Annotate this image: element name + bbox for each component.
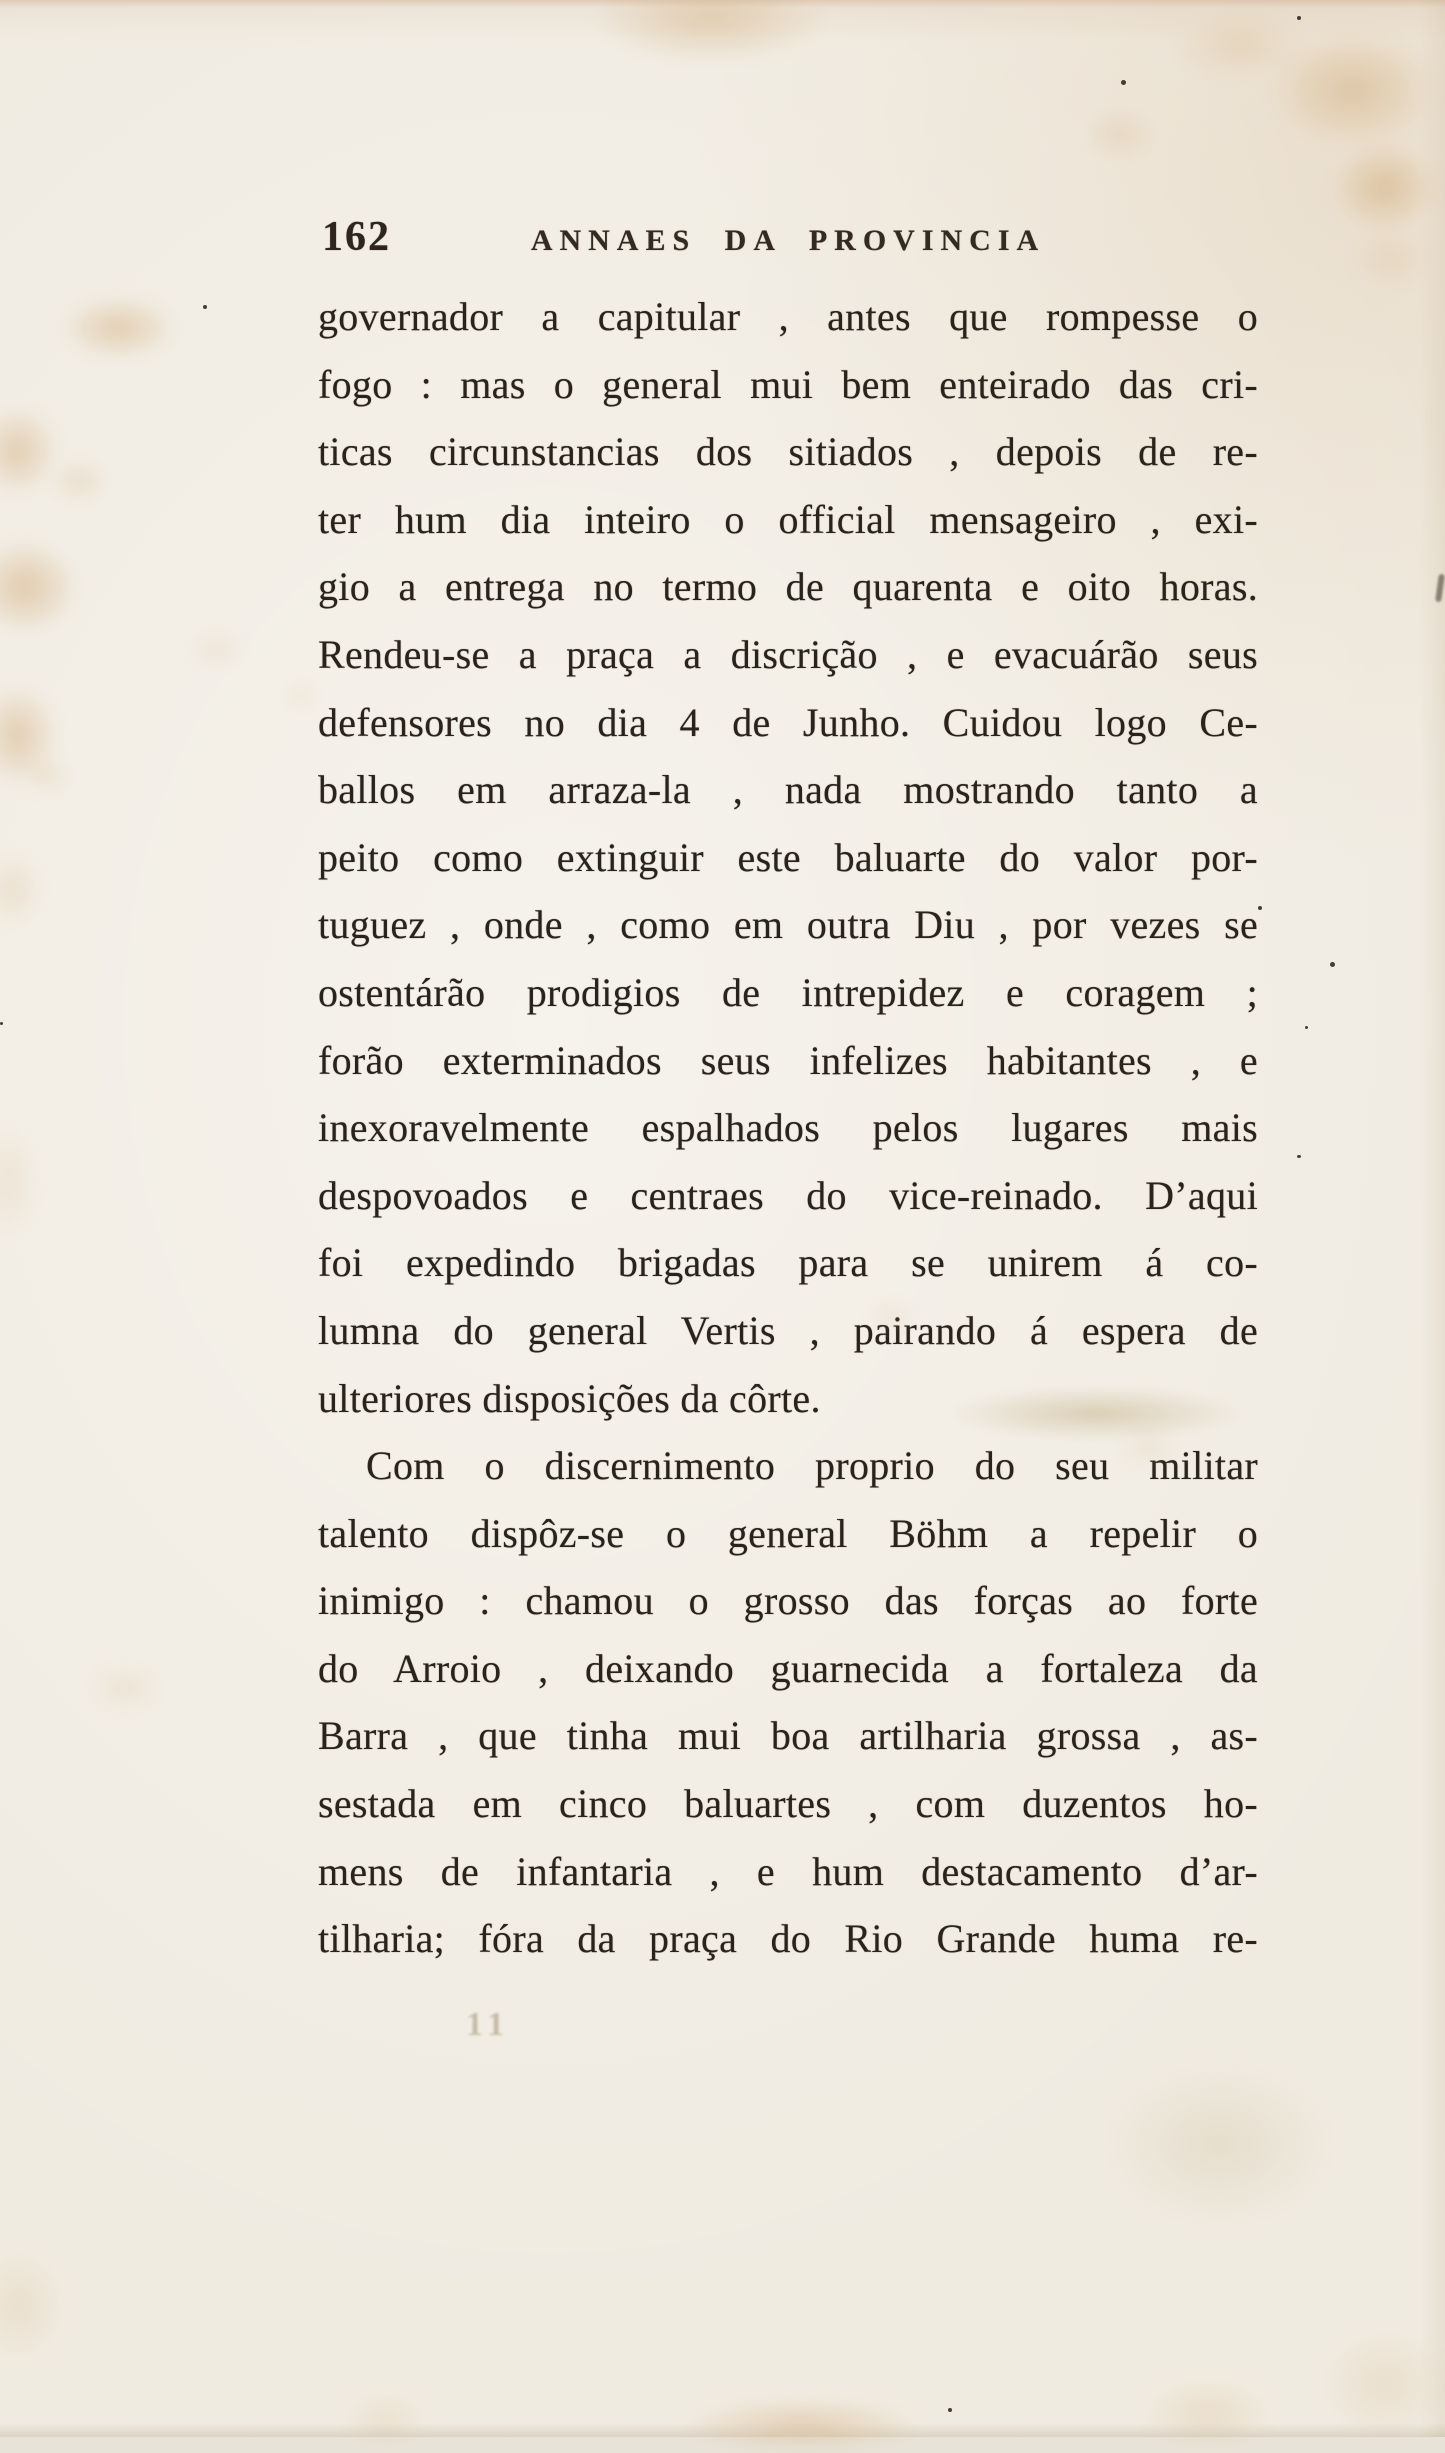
page-body-text [318,283,1258,1973]
text-line: fogo : mas o general mui bem enteirado das cri- [318,361,1258,407]
text-line: ballos em arraza-la , nada mostrando tanto a [318,767,1258,813]
ink-speck [1330,962,1335,967]
running-title: ANNAES DA PROVINCIA [530,224,1046,257]
ink-speck [203,305,207,309]
ink-speck [1121,80,1126,85]
ink-speck [1297,16,1301,20]
stain [60,295,178,361]
ink-speck [1305,1026,1308,1029]
stain [1175,10,1305,80]
text-line: defensores no dia 4 de Junho. Cuidou logo Ce- [318,699,1258,745]
stain [1140,2378,1275,2450]
edge-mark [1435,574,1445,603]
text-line: foi expedindo brigadas para se unirem á co- [318,1240,1258,1286]
stain [1085,108,1155,160]
text-line: ter hum dia inteiro o official mensageiro , exi- [318,496,1258,542]
text-line: gio a entrega no termo de quarenta e oito horas. [318,564,1258,610]
stain [278,678,324,714]
ink-speck [948,2408,952,2412]
stain [0,538,80,636]
stain [22,755,74,797]
stain [0,1125,40,1240]
text-line: tuguez , onde , como em outra Diu , por vezes se [318,902,1258,948]
text-line: talento dispôz-se o general Böhm a repelir o [318,1510,1258,1556]
text-line: Rendeu-se a praça a discrição , e evacuárão seus [318,631,1258,677]
ink-speck [1258,906,1262,910]
signature-mark: 11 [466,2006,511,2043]
text-line: Barra , que tinha mui boa artilharia grossa , as- [318,1713,1258,1759]
text-line: ticas circunstancias dos sitiados , depois de re- [318,429,1258,475]
stain [88,1662,162,1714]
show-through-ghost [948,1386,1243,1441]
ink-speck [0,1022,3,1025]
text-line: forão exterminados seus infelizes habitantes , e [318,1037,1258,1083]
text-line: do Arroio , deixando guarnecida a fortaleza da [318,1645,1258,1691]
text-line: ostentárão prodigios de intrepidez e coragem ; [318,969,1258,1015]
stain [865,1298,917,1334]
stain [0,2248,67,2363]
text-line: ulteriores disposições da côrte. [318,1375,821,1421]
text-line: inimigo : chamou o grosso das forças ao forte [318,1578,1258,1624]
text-line: mens de infantaria , e hum destacamento d’ar- [318,1848,1258,1894]
stain [1330,140,1440,235]
text-line: inexoravelmente espalhados pelos lugares mais [318,1105,1258,1151]
stain [48,458,110,504]
text-line: Com o discernimento proprio do seu militar [366,1443,1258,1489]
stain [0,852,44,927]
stain [340,2392,430,2447]
stain [1118,1428,1180,1468]
text-line: peito como extinguir este baluarte do valor por- [318,834,1258,880]
stain [680,2398,925,2453]
ink-speck [1297,1155,1301,1158]
show-through-ghost [1100,2060,1340,2230]
stain [1348,228,1433,290]
text-line: governador a capitular , antes que rompesse o [318,294,1258,339]
text-line: sestada em cinco baluartes , com duzentos ho- [318,1781,1258,1827]
stain [590,0,830,65]
stain [1318,2328,1445,2440]
text-line: tilharia; fóra da praça do Rio Grande huma re- [318,1916,1258,1962]
stain [188,628,246,670]
page-number: 162 [322,214,391,260]
text-line: despovoados e centraes do vice-reinado. D’aqui [318,1172,1258,1218]
text-line: lumna do general Vertis , pairando á espera de [318,1307,1258,1353]
